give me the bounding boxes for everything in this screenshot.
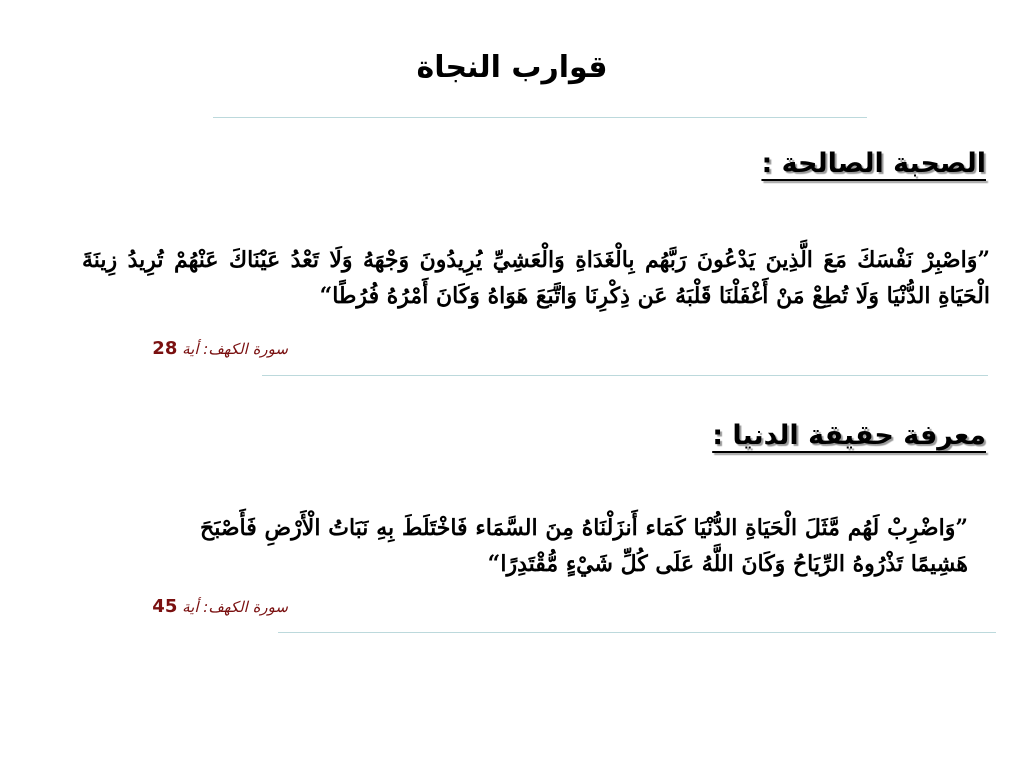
title-divider — [213, 117, 867, 118]
slide-title: قوارب النجاة — [416, 50, 608, 85]
verse-reference-28 — [152, 338, 288, 359]
section-divider-2 — [278, 632, 996, 633]
section-divider-1 — [262, 375, 988, 376]
reference-label: سورة الكهف: أية — [182, 340, 288, 358]
reference-label: سورة الكهف: أية — [182, 598, 288, 616]
verse-kahf-45: ”وَاضْرِبْ لَهُم مَّثَلَ الْحَيَاةِ الدُّنْيَا كَمَاء أَنزَلْنَاهُ مِنَ السَّمَاء فَاخْتَلَطَ بِهِ نَبَاتُ الْأَرْضِ فَأَصْبَحَ هَشِيمًا تَذْرُوهُ الرِّيَاحُ وَكَانَ اللَّهُ عَلَى كُلِّ شَيْءٍ مُّقْتَدِرًا“ — [200, 515, 968, 577]
reference-number: 45 — [152, 596, 178, 617]
reference-number: 28 — [152, 338, 178, 359]
section-heading-world-truth: معرفة حقيقة الدنيا : — [712, 420, 986, 451]
verse-kahf-28: ”وَاصْبِرْ نَفْسَكَ مَعَ الَّذِينَ يَدْعُونَ رَبَّهُم بِالْغَدَاةِ وَالْعَشِيِّ يُرِيدُونَ وَجْهَهُ وَلَا تَعْدُ عَيْنَاكَ عَنْهُمْ تُرِيدُ زِينَةَ الْحَيَاةِ الدُّنْيَا وَلَا تُطِعْ مَنْ أَغْفَلْنَا قَلْبَهُ عَن ذِكْرِنَا وَاتَّبَعَ هَوَاهُ وَكَانَ أَمْرُهُ فُرُطًا“ — [82, 247, 990, 309]
section-heading-good-company: الصحبة الصالحة : — [761, 148, 986, 179]
verse-reference-45 — [152, 596, 288, 617]
